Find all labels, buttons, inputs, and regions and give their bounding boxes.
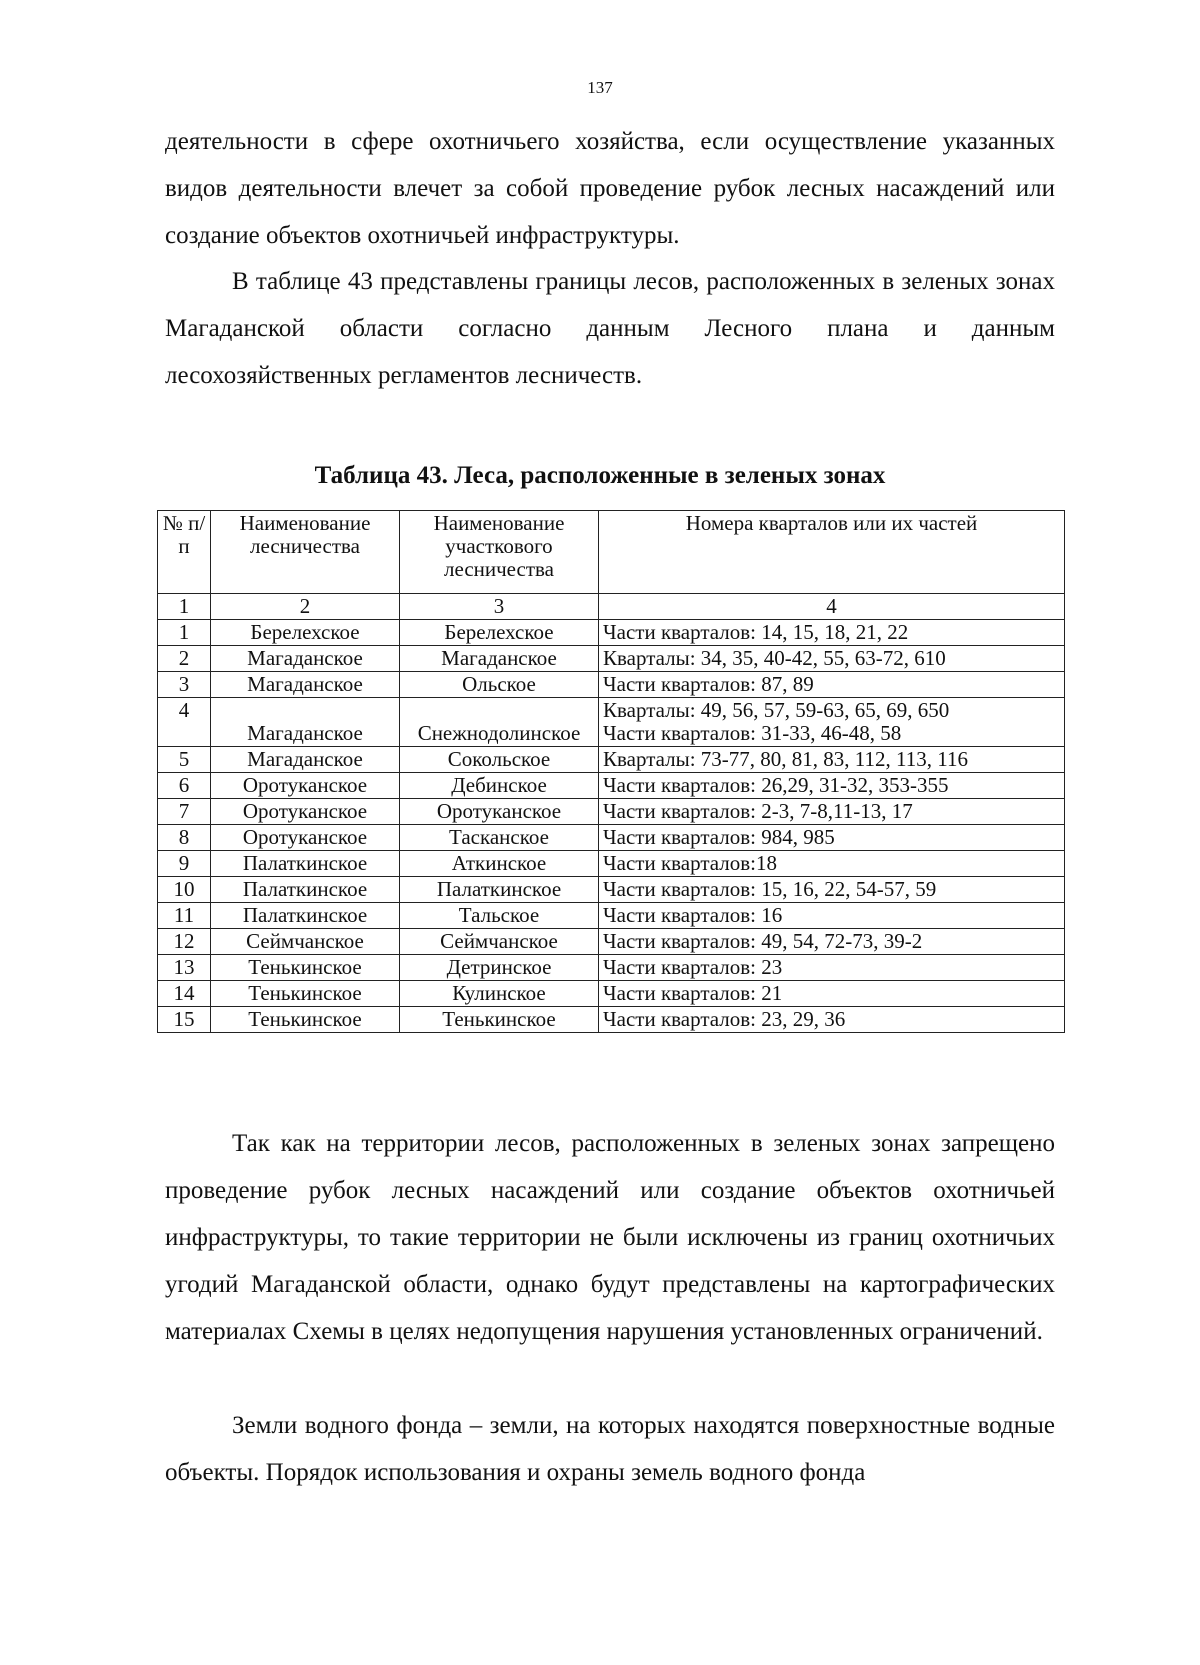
table-row <box>158 825 1065 851</box>
table-title: Таблица 43. Леса, расположенные в зеленых зонах <box>314 462 886 489</box>
forestry-name: Оротуканское <box>211 773 400 799</box>
header-district-forestry: Наименование участкового лесничества <box>400 511 599 594</box>
table-row <box>158 929 1065 955</box>
forestry-name: Магаданское <box>211 747 400 773</box>
row-number: 1 <box>158 620 211 646</box>
table-column-numbers-row <box>158 594 1065 620</box>
forest-green-zones-table <box>157 510 1065 1033</box>
quarters: Части кварталов: 14, 15, 18, 21, 22 <box>599 620 1065 646</box>
quarters: Части кварталов: 23, 29, 36 <box>599 1007 1065 1033</box>
paragraph-water-fund: Земли водного фонда – земли, на которых находятся поверхностные водные объекты. Порядок использования и охраны земель водного фонда <box>165 1412 1055 1486</box>
col-number-2: 2 <box>211 594 400 620</box>
row-number: 8 <box>158 825 211 851</box>
quarters: Части кварталов: 49, 54, 72-73, 39-2 <box>599 929 1065 955</box>
row-number: 2 <box>158 646 211 672</box>
row-number: 4 <box>158 698 211 747</box>
header-quarters: Номера кварталов или их частей <box>599 511 1065 594</box>
quarters <box>599 698 1065 747</box>
table-row <box>158 1007 1065 1033</box>
paragraph-restrictions: Так как на территории лесов, расположенных в зеленых зонах запрещено проведение рубок лесных насаждений или создание объектов охотничьей инфраструктуры, то такие территории не были исключены из границ охотничьих угодий Магаданской области, однако будут представлены на картографических материалах Схемы в целях недопущения нарушения установленных ограничений. <box>165 1130 1055 1345</box>
paragraph-continuation: деятельности в сфере охотничьего хозяйства, если осуществление указанных видов деятельности влечет за собой проведение рубок лесных насаждений или создание объектов охотничьей инфраструктуры. <box>165 128 1055 249</box>
table-row <box>158 773 1065 799</box>
district-name: Палаткинское <box>400 877 599 903</box>
quarters: Части кварталов: 21 <box>599 981 1065 1007</box>
row-number: 3 <box>158 672 211 698</box>
quarters: Кварталы: 34, 35, 40-42, 55, 63-72, 610 <box>599 646 1065 672</box>
district-name: Тенькинское <box>400 1007 599 1033</box>
quarters: Части кварталов: 23 <box>599 955 1065 981</box>
forestry-name: Магаданское <box>211 672 400 698</box>
table-row <box>158 981 1065 1007</box>
district-name: Оротуканское <box>400 799 599 825</box>
quarters: Части кварталов: 15, 16, 22, 54-57, 59 <box>599 877 1065 903</box>
table-header-row <box>158 511 1065 594</box>
row-number: 6 <box>158 773 211 799</box>
quarters-line: Части кварталов: 31-33, 46-48, 58 <box>603 721 902 745</box>
district-name: Магаданское <box>400 646 599 672</box>
district-name: Аткинское <box>400 851 599 877</box>
col-number-4: 4 <box>599 594 1065 620</box>
forestry-name: Берелехское <box>211 620 400 646</box>
table-row <box>158 747 1065 773</box>
district-name: Дебинское <box>400 773 599 799</box>
row-number: 13 <box>158 955 211 981</box>
forestry-name: Палаткинское <box>211 877 400 903</box>
table-row <box>158 646 1065 672</box>
forestry-name: Сеймчанское <box>211 929 400 955</box>
table-row <box>158 698 1065 747</box>
table-row <box>158 799 1065 825</box>
quarters-line: Кварталы: 49, 56, 57, 59-63, 65, 69, 650 <box>603 698 950 722</box>
table-row <box>158 903 1065 929</box>
quarters: Части кварталов: 26,29, 31-32, 353-355 <box>599 773 1065 799</box>
table-row <box>158 955 1065 981</box>
forestry-name: Оротуканское <box>211 825 400 851</box>
table-row <box>158 851 1065 877</box>
row-number: 7 <box>158 799 211 825</box>
table-row <box>158 877 1065 903</box>
header-forestry: Наименование лесничества <box>211 511 400 594</box>
table-row <box>158 620 1065 646</box>
forestry-name: Тенькинское <box>211 955 400 981</box>
district-name: Сокольское <box>400 747 599 773</box>
table-row <box>158 672 1065 698</box>
row-number: 11 <box>158 903 211 929</box>
forestry-name: Палаткинское <box>211 851 400 877</box>
district-name: Сеймчанское <box>400 929 599 955</box>
forestry-name: Оротуканское <box>211 799 400 825</box>
row-number: 5 <box>158 747 211 773</box>
header-number: № п/п <box>158 511 211 594</box>
row-number: 14 <box>158 981 211 1007</box>
quarters: Части кварталов: 984, 985 <box>599 825 1065 851</box>
quarters: Части кварталов:18 <box>599 851 1065 877</box>
col-number-1: 1 <box>158 594 211 620</box>
row-number: 9 <box>158 851 211 877</box>
district-name: Кулинское <box>400 981 599 1007</box>
quarters: Части кварталов: 16 <box>599 903 1065 929</box>
quarters: Части кварталов: 2-3, 7-8,11-13, 17 <box>599 799 1065 825</box>
district-name: Ольское <box>400 672 599 698</box>
row-number: 12 <box>158 929 211 955</box>
district-name: Детринское <box>400 955 599 981</box>
district-name: Снежнодолинское <box>400 698 599 747</box>
quarters: Кварталы: 73-77, 80, 81, 83, 112, 113, 116 <box>599 747 1065 773</box>
paragraph-table-intro: В таблице 43 представлены границы лесов, расположенных в зеленых зонах Магаданской области согласно данным Лесного плана и данным лесохозяйственных регламентов лесничеств. <box>165 268 1055 389</box>
quarters: Части кварталов: 87, 89 <box>599 672 1065 698</box>
col-number-3: 3 <box>400 594 599 620</box>
district-name: Тальское <box>400 903 599 929</box>
row-number: 15 <box>158 1007 211 1033</box>
forestry-name: Тенькинское <box>211 1007 400 1033</box>
row-number: 10 <box>158 877 211 903</box>
forestry-name: Магаданское <box>211 698 400 747</box>
district-name: Тасканское <box>400 825 599 851</box>
district-name: Берелехское <box>400 620 599 646</box>
forestry-name: Палаткинское <box>211 903 400 929</box>
forestry-name: Магаданское <box>211 646 400 672</box>
page-number: 137 <box>587 78 613 97</box>
forestry-name: Тенькинское <box>211 981 400 1007</box>
